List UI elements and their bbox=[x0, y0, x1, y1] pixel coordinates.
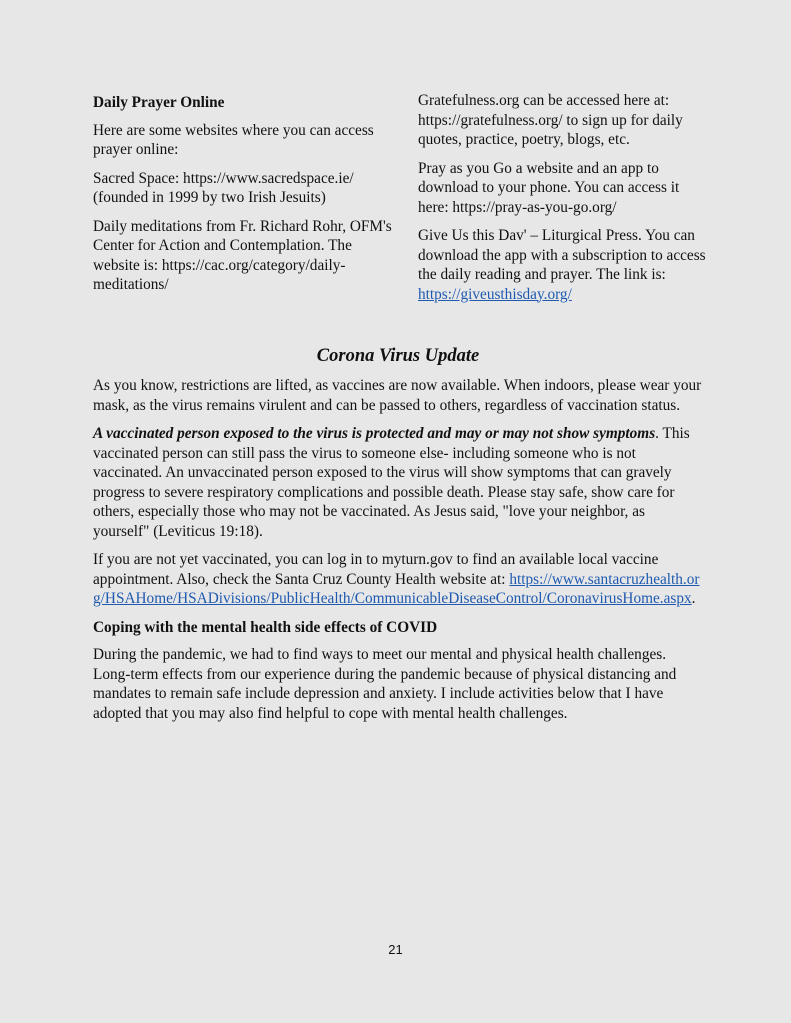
corona-title: Corona Virus Update bbox=[316, 346, 480, 366]
give-us-this-day-text: Give Us this Dav' – Liturgical Press. You can download the app with a subscription to access the daily reading and prayer. The link is: bbox=[418, 227, 706, 283]
rohr-paragraph: Daily meditations from Fr. Richard Rohr, OFM's Center for Action and Contemplation. The website is: https://cac.org/category/daily-meditations/ bbox=[93, 217, 392, 293]
left-column bbox=[93, 93, 393, 304]
page-number: 21 bbox=[388, 942, 403, 957]
myturn-end: . bbox=[691, 590, 696, 607]
daily-prayer-heading: Daily Prayer Online bbox=[93, 94, 225, 111]
restrictions-paragraph: As you know, restrictions are lifted, as vaccines are now available. When indoors, please wear your mask, as the virus remains virulent and can be passed to others, regardless of vaccination status. bbox=[93, 377, 702, 414]
santa-cruz-health-link[interactable]: https://www.santacruzhealth.org/HSAHome/HSADivisions/PublicHealth/CommunicableDiseaseControl/CoronavirusHome.aspx bbox=[93, 570, 700, 607]
vaccinated-text: . This vaccinated person can still pass the virus to someone else- including someone who is not vaccinated. An unvaccinated person exposed to the virus will show symptoms that can gravely progress to severe respiratory complications and possible death. Please stay safe, show care for others, especially those who may not be vaccinated. As Jesus said, "love your neighbor, as yourself" (Leviticus 19:18). bbox=[93, 425, 690, 540]
give-us-this-day-link[interactable]: https://giveusthisday.org/ bbox=[418, 285, 572, 303]
main-section bbox=[93, 345, 703, 732]
myturn-paragraph bbox=[93, 550, 703, 609]
coping-paragraph: During the pandemic, we had to find ways to meet our mental and physical health challenges. Long-term effects from our experience during the pandemic because of physical distancing and mandates to remain safe include depression and anxiety. I include activities below that I have adopted that you may also find helpful to cope with mental health challenges. bbox=[93, 646, 677, 722]
right-column bbox=[418, 91, 708, 313]
gratefulness-paragraph: Gratefulness.org can be accessed here at: https://gratefulness.org/ to sign up for daily quotes, practice, poetry, blogs, etc. bbox=[418, 92, 683, 148]
vaccinated-paragraph bbox=[93, 424, 703, 541]
coping-heading: Coping with the mental health side effects of COVID bbox=[93, 618, 438, 636]
pray-as-you-go-paragraph: Pray as you Go a website and an app to download to your phone. You can access it here: https://pray-as-you-go.org/ bbox=[418, 159, 680, 216]
sacred-space-paragraph: Sacred Space: https://www.sacredspace.ie/ (founded in 1999 by two Irish Jesuits) bbox=[93, 169, 354, 206]
myturn-text: If you are not yet vaccinated, you can log in to myturn.gov to find an available local vaccine appointment. Also, check the Santa Cruz County Health website at: bbox=[93, 551, 659, 588]
intro-paragraph: Here are some websites where you can access prayer online: bbox=[93, 121, 374, 158]
vaccinated-emphasis: A vaccinated person exposed to the virus is protected and may or may not show symptoms bbox=[93, 425, 656, 442]
give-us-this-day-paragraph bbox=[418, 226, 708, 304]
